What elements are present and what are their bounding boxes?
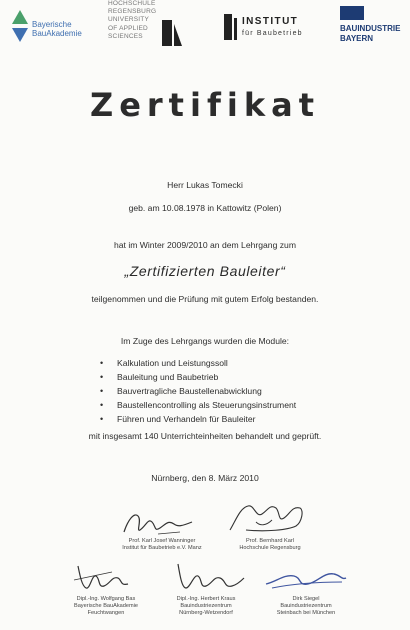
signature-wanninger: [118, 506, 198, 540]
course-intro: hat im Winter 2009/2010 an dem Lehrgang zum: [113, 240, 296, 250]
bib-logo-band: [340, 6, 364, 20]
signatory-affiliation: Bayerische BauAkademie: [73, 603, 139, 609]
module-item: • Kalkulation und Leistungssoll: [100, 356, 296, 370]
signature-caption-kraus: [160, 596, 252, 617]
signatory-affiliation: Bauindustriezentrum: [280, 603, 332, 609]
module-item: • Bauvertragliche Baustellenabwicklung: [100, 384, 296, 398]
bib-line1: BAUINDUSTRIE: [340, 24, 401, 33]
ifb-line1: INSTITUT: [242, 16, 299, 27]
birth-info: geb. am 10.08.1978 in Kattowitz (Polen): [128, 203, 282, 213]
ifb-logo-bar-thin: [234, 18, 237, 40]
signature-caption-wanninger: [112, 538, 212, 552]
module-item: • Führen und Verhandeln für Bauleiter: [100, 412, 296, 426]
signature-karl: [226, 500, 308, 538]
logo-triangle-green: [12, 10, 28, 24]
hs-line-3: OF APPLIED: [108, 24, 148, 32]
bba-logo-text: [32, 20, 82, 38]
signatory-name: Dipl.-Ing. Wolfgang Bas: [76, 596, 136, 602]
signature-wanninger-scribble: [118, 506, 198, 540]
signature-kraus: [172, 556, 246, 596]
institut-fuer-baubetrieb-logo: [224, 12, 324, 52]
place-date: Nürnberg, den 8. März 2010: [151, 473, 259, 483]
hochschule-regensburg-logo: [108, 0, 188, 52]
bib-logo-text: [340, 24, 400, 44]
signature-bas: [72, 560, 132, 594]
course-name: „Zertifizierten Bauleiter“: [124, 263, 286, 279]
signatory-affiliation-2: Feuchtwangen: [87, 610, 125, 616]
signatory-name: Dirk Siegel: [292, 596, 320, 602]
signatory-name: Prof. Karl Josef Wanninger: [128, 538, 196, 544]
bauindustrie-bayern-logo: [340, 6, 410, 56]
certificate-title: Zertifikat: [89, 86, 320, 124]
hs-line-1: REGENSBURG: [108, 8, 157, 16]
bib-line2: BAYERN: [340, 34, 374, 43]
logo-triangle-blue: [12, 28, 28, 42]
signature-bas-scribble: [72, 560, 132, 594]
hs-line-4: SCIENCES: [108, 32, 143, 40]
hs-line-2: UNIVERSITY: [108, 16, 150, 24]
hs-line-0: HOCHSCHULE: [108, 0, 156, 7]
signatory-name: Prof. Bernhard Karl: [246, 538, 294, 544]
module-item: • Baustellencontrolling als Steuerungsinstrument: [100, 398, 296, 412]
signature-caption-siegel: [256, 596, 356, 617]
hochschule-logo-text: [108, 0, 156, 41]
signature-caption-bas: [62, 596, 150, 617]
module-item: • Bauleitung und Baubetrieb: [100, 370, 296, 384]
signatory-affiliation: Institut für Baubetrieb e.V. Manz: [122, 545, 202, 551]
completion-text: teilgenommen und die Prüfung mit gutem Erfolg bestanden.: [91, 294, 319, 304]
modules-intro: Im Zuge des Lehrgangs wurden die Module:: [120, 336, 290, 346]
signature-caption-karl: [220, 538, 320, 552]
modules-list: [100, 356, 296, 426]
recipient-name: Herr Lukas Tomecki: [167, 180, 243, 190]
signature-kraus-scribble: [172, 556, 246, 596]
signature-karl-scribble: [226, 500, 308, 538]
signatory-affiliation-2: Nürnberg-Wetzendorf: [179, 610, 233, 616]
bba-line1: Bayerische: [32, 20, 72, 29]
signature-siegel: [262, 562, 348, 592]
bayerische-bauakademie-logo: [10, 10, 100, 55]
signatory-affiliation: Hochschule Regensburg: [239, 545, 301, 551]
hochschule-emblem-icon: [160, 18, 184, 48]
bba-line2: BauAkademie: [32, 29, 82, 38]
signature-siegel-scribble: [262, 562, 348, 592]
hours-text: mit insgesamt 140 Unterrichteinheiten behandelt und geprüft.: [88, 431, 322, 441]
ifb-logo-bar: [224, 14, 232, 40]
signatory-affiliation-2: Steinbach bei München: [276, 610, 336, 616]
signatory-affiliation: Bauindustriezentrum: [180, 603, 232, 609]
ifb-line2: für Baubetrieb: [242, 30, 303, 37]
signatory-name: Dipl.-Ing. Herbert Kraus: [176, 596, 236, 602]
